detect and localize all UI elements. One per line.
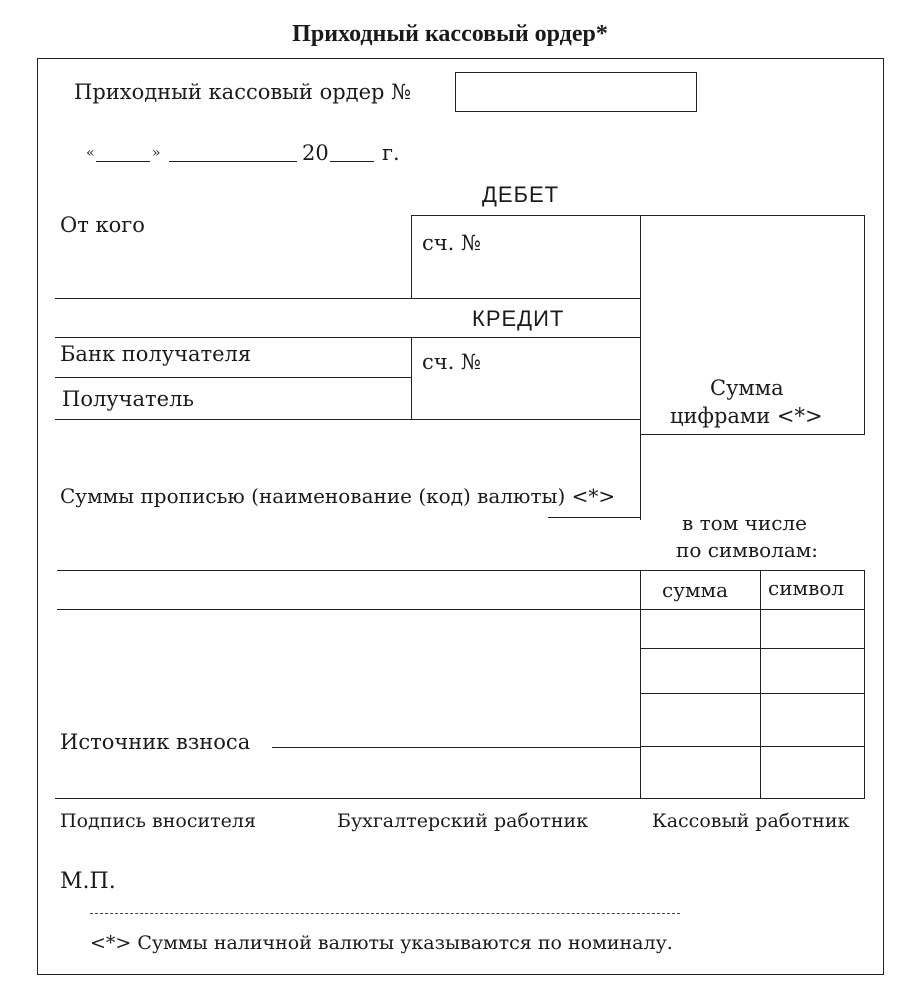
credit-account-left-line bbox=[411, 337, 412, 420]
credit-account-label: сч. № bbox=[422, 350, 481, 374]
debit-left-line bbox=[411, 215, 412, 299]
symbols-row-line-2 bbox=[640, 693, 865, 694]
bank-bottom-line bbox=[55, 377, 412, 378]
symbols-header-bottom-line bbox=[57, 609, 865, 610]
date-month-line[interactable] bbox=[169, 161, 297, 162]
amount-words-label: Суммы прописью (наименование (код) валюты) <*> bbox=[60, 484, 616, 508]
signature-accountant: Бухгалтерский работник bbox=[337, 810, 589, 832]
amount-digits-label-2: цифрами <*> bbox=[670, 404, 823, 428]
date-close-quote: » bbox=[152, 145, 161, 161]
date-year-prefix: 20 bbox=[302, 141, 329, 165]
symbols-row-line-1 bbox=[640, 648, 865, 649]
symbols-left-line bbox=[640, 570, 641, 799]
symbols-col-sum: сумма bbox=[662, 578, 729, 602]
order-number-field[interactable] bbox=[455, 72, 697, 112]
symbols-table-top-line bbox=[57, 570, 865, 571]
stamp-label: М.П. bbox=[60, 869, 116, 894]
footnote: <*> Суммы наличной валюты указываются по номиналу. bbox=[90, 932, 673, 954]
credit-header: КРЕДИТ bbox=[472, 306, 565, 331]
sum-box-right-line bbox=[864, 215, 865, 435]
by-symbols-label-2: по символам: bbox=[676, 538, 819, 562]
from-label: От кого bbox=[60, 213, 145, 237]
amount-digits-label-1: Сумма bbox=[710, 376, 784, 400]
credit-header-bottom-line bbox=[55, 337, 641, 338]
symbols-middle-line bbox=[760, 570, 761, 799]
date-day-line[interactable] bbox=[96, 161, 150, 162]
bank-label: Банк получателя bbox=[60, 342, 252, 366]
symbols-row-line-3 bbox=[640, 746, 865, 747]
symbols-col-symbol: символ bbox=[768, 576, 845, 600]
recipient-label: Получатель bbox=[62, 387, 194, 411]
date-year-suffix: г. bbox=[382, 141, 400, 165]
debit-header: ДЕБЕТ bbox=[482, 182, 560, 207]
footnote-separator bbox=[90, 913, 680, 914]
order-number-label: Приходный кассовый ордер № bbox=[74, 80, 412, 104]
document-title: Приходный кассовый ордер* bbox=[292, 21, 608, 47]
source-label: Источник взноса bbox=[60, 730, 251, 754]
debit-top-line bbox=[411, 215, 865, 216]
amount-words-line bbox=[548, 517, 640, 518]
symbols-right-line bbox=[864, 570, 865, 799]
date-open-quote: « bbox=[86, 145, 95, 161]
debit-account-label: сч. № bbox=[422, 231, 481, 255]
sum-box-bottom-line bbox=[640, 434, 865, 435]
date-year-line[interactable] bbox=[330, 161, 374, 162]
source-line[interactable] bbox=[272, 747, 641, 748]
symbols-table-bottom-line bbox=[55, 798, 865, 799]
signature-cashier: Кассовый работник bbox=[652, 810, 850, 832]
center-divider-upper bbox=[640, 215, 641, 520]
signature-depositor: Подпись вносителя bbox=[60, 810, 256, 832]
from-bottom-line bbox=[55, 298, 641, 299]
by-symbols-label-1: в том числе bbox=[682, 511, 807, 535]
recipient-bottom-line bbox=[55, 419, 641, 420]
